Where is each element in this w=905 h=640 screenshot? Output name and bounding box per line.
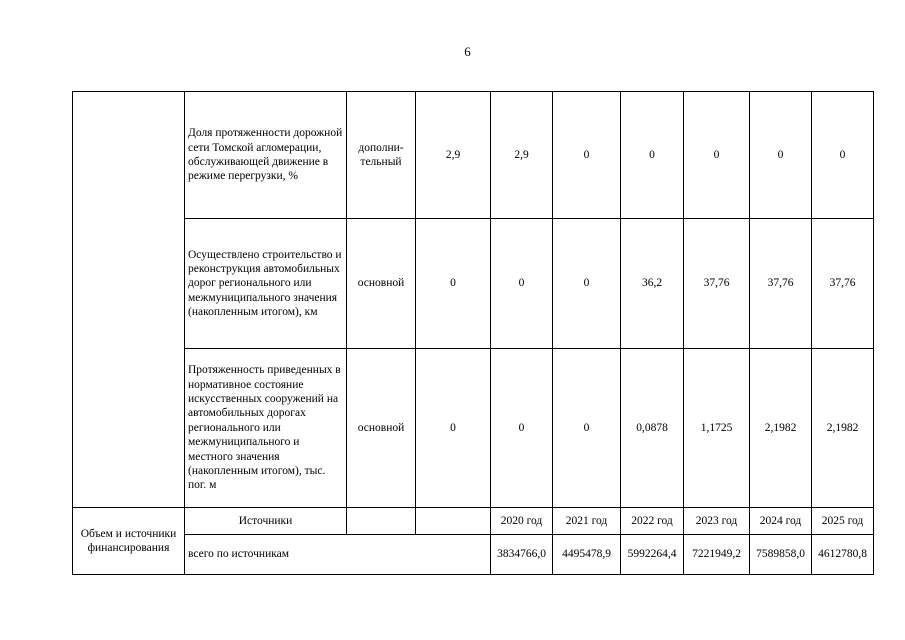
program-indicators-table bbox=[72, 91, 874, 575]
year-header: 2025 год bbox=[812, 508, 874, 535]
financing-label: Объем и источники финансирования bbox=[73, 508, 185, 575]
indicator-value: 1,1725 bbox=[684, 349, 750, 508]
total-value: 7221949,2 bbox=[684, 535, 750, 575]
year-header: 2021 год bbox=[553, 508, 621, 535]
indicator-value: 0 bbox=[416, 349, 491, 508]
indicator-value: 0 bbox=[491, 349, 553, 508]
total-value: 4495478,9 bbox=[553, 535, 621, 575]
indicator-value: 0 bbox=[491, 219, 553, 349]
indicator-value: 37,76 bbox=[812, 219, 874, 349]
total-value: 4612780,8 bbox=[812, 535, 874, 575]
financing-header-row bbox=[73, 508, 874, 535]
empty-cell bbox=[416, 508, 491, 535]
indicator-name: Доля протяженности дорожной сети Томской агломерации, обслуживающей движение в режиме перегрузки, % bbox=[185, 92, 347, 219]
indicator-value: 37,76 bbox=[684, 219, 750, 349]
financing-total-row bbox=[73, 535, 874, 575]
year-header: 2020 год bbox=[491, 508, 553, 535]
total-value: 3834766,0 bbox=[491, 535, 553, 575]
empty-label-cell bbox=[73, 92, 185, 508]
indicator-value: 0 bbox=[553, 349, 621, 508]
indicator-type: основной bbox=[347, 219, 416, 349]
year-header: 2022 год bbox=[621, 508, 684, 535]
indicator-value: 0 bbox=[684, 92, 750, 219]
indicator-type: основной bbox=[347, 349, 416, 508]
empty-cell bbox=[347, 508, 416, 535]
total-label: всего по источникам bbox=[185, 535, 491, 575]
total-value: 5992264,4 bbox=[621, 535, 684, 575]
indicator-value: 0 bbox=[553, 92, 621, 219]
indicator-value: 0 bbox=[416, 219, 491, 349]
table-row bbox=[73, 349, 874, 508]
indicator-name: Осуществлено строительство и реконструкция автомобильных дорог регионального или межмуниципального значения (накопленным итогом), км bbox=[185, 219, 347, 349]
indicator-value: 0 bbox=[553, 219, 621, 349]
indicator-value: 0 bbox=[621, 92, 684, 219]
year-header: 2024 год bbox=[750, 508, 812, 535]
indicator-value: 0 bbox=[812, 92, 874, 219]
indicator-value: 2,1982 bbox=[750, 349, 812, 508]
indicator-value: 0 bbox=[750, 92, 812, 219]
sources-header: Источники bbox=[185, 508, 347, 535]
indicator-value: 37,76 bbox=[750, 219, 812, 349]
table-row bbox=[73, 92, 874, 219]
indicator-name: Протяженность приведенных в нормативное состояние искусственных сооружений на автомобильных дорогах регионального или межмуниципального и местного значения (накопленным итогом), тыс. пог. м bbox=[185, 349, 347, 508]
indicator-value: 0,0878 bbox=[621, 349, 684, 508]
total-value: 7589858,0 bbox=[750, 535, 812, 575]
indicator-type: дополни-тельный bbox=[347, 92, 416, 219]
table-row bbox=[73, 219, 874, 349]
page-number: 6 bbox=[464, 44, 471, 59]
indicator-value: 2,9 bbox=[416, 92, 491, 219]
indicator-value: 2,1982 bbox=[812, 349, 874, 508]
year-header: 2023 год bbox=[684, 508, 750, 535]
indicator-value: 2,9 bbox=[491, 92, 553, 219]
indicator-value: 36,2 bbox=[621, 219, 684, 349]
